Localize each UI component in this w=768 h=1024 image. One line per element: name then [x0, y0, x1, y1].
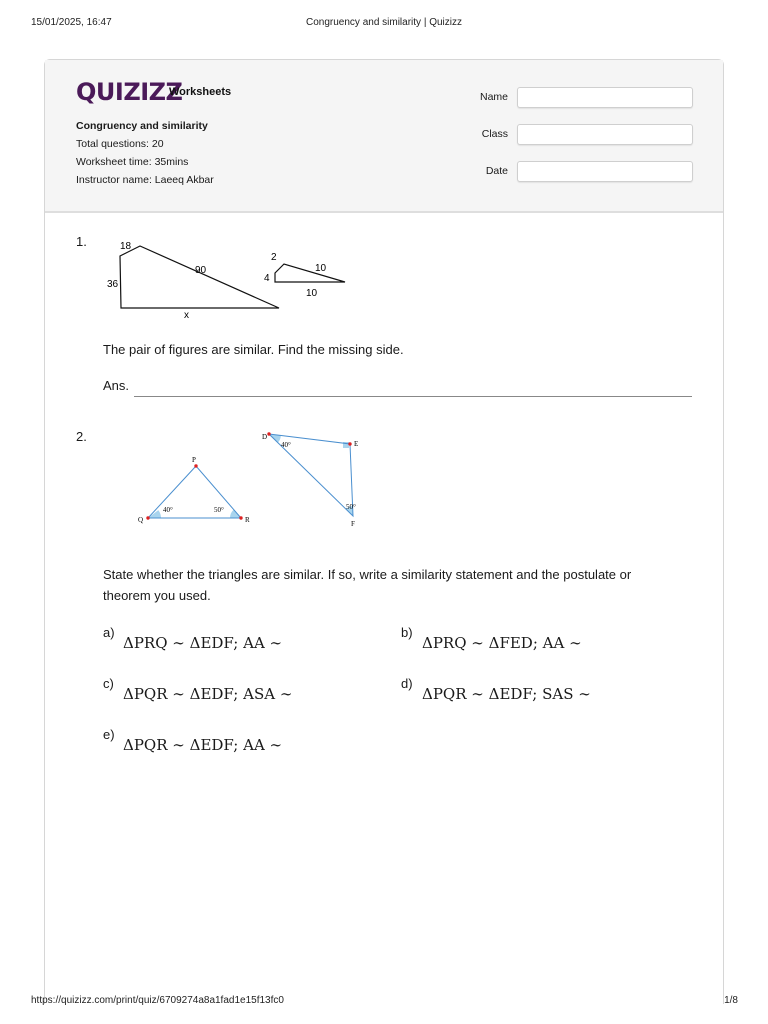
name-field[interactable] [517, 87, 693, 108]
print-datetime: 15/01/2025, 16:47 [31, 17, 112, 28]
option-e-letter: e) [103, 727, 115, 742]
option-c[interactable]: ΔPQR ∼ ΔEDF; ASA ∼ [123, 685, 293, 703]
fig2-label-hyp: 10 [315, 263, 327, 274]
fig1-label-hyp: 90 [195, 265, 207, 276]
class-field[interactable] [517, 124, 693, 145]
label-p: P [192, 456, 196, 464]
fig2-label-top: 2 [271, 252, 277, 263]
question-1-number: 1. [76, 234, 87, 249]
angle-f-label: 50° [346, 503, 356, 511]
option-b[interactable]: ΔPRQ ∼ ΔFED; AA ∼ [422, 634, 582, 652]
fig2-label-left: 4 [264, 273, 270, 284]
option-d[interactable]: ΔPQR ∼ ΔEDF; SAS ∼ [422, 685, 591, 703]
question-2-number: 2. [76, 429, 87, 444]
angle-d-label: 40° [281, 441, 291, 449]
worksheet [44, 59, 724, 1004]
option-d-letter: d) [401, 676, 413, 691]
question-2-text-line1: State whether the triangles are similar. If so, write a similarity statement and the postulate or [103, 567, 632, 582]
total-questions: Total questions: 20 [76, 138, 164, 150]
fig2-label-bottom: 10 [306, 288, 318, 299]
question-1-text: The pair of figures are similar. Find the missing side. [103, 342, 404, 357]
answer-line[interactable] [134, 396, 692, 397]
question-2-figure [121, 432, 359, 542]
answer-label: Ans. [103, 378, 130, 393]
angle-q-label: 40° [163, 506, 173, 514]
question-2-text-line2: theorem you used. [103, 588, 211, 603]
option-e[interactable]: ΔPQR ∼ ΔEDF; AA ∼ [123, 736, 283, 754]
fig1-label-left: 36 [107, 279, 119, 290]
print-page-title: Congruency and similarity | Quizizz [306, 17, 462, 28]
option-c-letter: c) [103, 676, 114, 691]
date-field[interactable] [517, 161, 693, 182]
worksheet-title: Congruency and similarity [76, 120, 208, 132]
fig1-label-bottom: x [184, 310, 189, 321]
option-a[interactable]: ΔPRQ ∼ ΔEDF; AA ∼ [123, 634, 283, 652]
logo-subtitle: Worksheets [169, 86, 232, 98]
name-label: Name [479, 91, 508, 103]
print-page-number: 1/8 [724, 995, 738, 1006]
question-2-text [103, 564, 693, 606]
worksheet-header [45, 60, 723, 213]
quizizz-logo: QUIZIZZ [76, 78, 183, 106]
instructor-name: Instructor name: Laeeq Akbar [76, 174, 214, 186]
question-1-figure [101, 236, 361, 321]
print-footer [0, 995, 768, 1009]
fig1-label-top: 18 [120, 241, 132, 252]
label-r: R [245, 516, 250, 524]
date-label: Date [485, 165, 508, 177]
label-d: D [262, 433, 268, 441]
label-q: Q [138, 516, 144, 524]
angle-r-label: 50° [214, 506, 224, 514]
option-b-letter: b) [401, 625, 413, 640]
label-f: F [351, 520, 355, 528]
print-url: https://quizizz.com/print/quiz/6709274a8a1fad1e15f13fc0 [31, 995, 284, 1006]
option-a-letter: a) [103, 625, 115, 640]
class-label: Class [481, 128, 508, 140]
print-header [0, 17, 768, 31]
label-e: E [354, 440, 359, 448]
worksheet-time: Worksheet time: 35mins [76, 156, 189, 168]
